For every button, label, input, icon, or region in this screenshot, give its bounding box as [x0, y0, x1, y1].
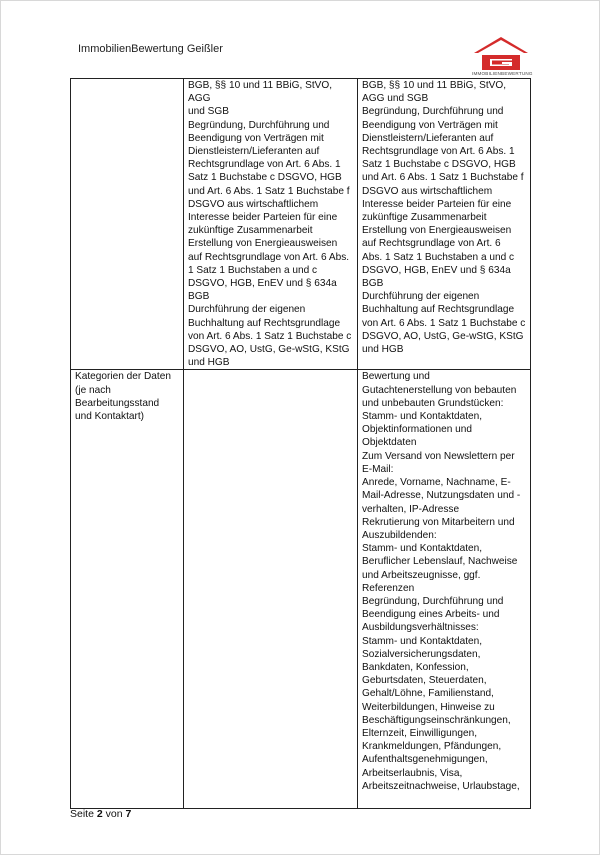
- row1-label-cell: [71, 79, 184, 370]
- cell-text-line: Bewertung und: [362, 371, 430, 383]
- cell-text-line: Auszubildenden:: [362, 529, 437, 541]
- cell-text-line: Mail-Adresse, Nutzungsdaten und -: [362, 490, 521, 502]
- cell-text-line: Buchhaltung auf Rechtsgrundlage: [362, 304, 515, 316]
- cell-text-line: Anrede, Vorname, Nachname, E-: [362, 477, 511, 489]
- header-title: ImmobilienBewertung Geißler: [78, 43, 223, 55]
- cell-text-line: Bankdaten, Konfession,: [362, 661, 469, 673]
- cell-text-line: Elternzeit, Einwilligungen,: [362, 727, 478, 739]
- cell-text-line: AGG und SGB: [362, 93, 429, 105]
- cell-text-line: Zum Versand von Newslettern per: [362, 450, 515, 462]
- house-logo-icon: [472, 36, 530, 72]
- cell-text-line: Begründung, Durchführung und: [188, 119, 330, 131]
- cell-text-line: Bearbeitungsstand: [75, 397, 160, 409]
- cell-text-line: Referenzen: [362, 582, 415, 594]
- cell-text-line: und Art. 6 Abs. 1 Satz 1 Buchstabe f: [188, 185, 350, 197]
- cell-text-line: und Kontaktart): [75, 411, 145, 423]
- cell-text-line: zukünftige Zusammenarbeit: [362, 212, 487, 224]
- cell-text-line: 1 Satz 1 Buchstaben a und c: [188, 264, 318, 276]
- cell-text-line: Erstellung von Energieausweisen: [362, 225, 512, 237]
- footer-middle: von: [102, 808, 126, 820]
- cell-text-line: Kategorien der Daten: [75, 371, 171, 383]
- cell-text-line: auf Rechtsgrundlage von Art. 6 Abs.: [188, 251, 350, 263]
- table-row: [71, 370, 531, 809]
- cell-text-line: und SGB: [188, 106, 229, 118]
- cell-text-line: und unbebauten Grundstücken:: [362, 397, 504, 409]
- cell-text-line: auf Rechtsgrundlage von Art. 6: [362, 238, 501, 250]
- cell-text-line: Gehalt/Löhne, Familienstand,: [362, 688, 494, 700]
- cell-text-line: Geburtsdaten, Steuerdaten,: [362, 675, 487, 687]
- row2-col2-cell: [184, 370, 358, 809]
- cell-text-line: von Art. 6 Abs. 1 Satz 1 Buchstabe c: [188, 330, 352, 342]
- cell-text-line: DSGVO, HGB, EnEV und § 634a BGB: [362, 264, 514, 290]
- cell-text-line: (je nach: [75, 384, 111, 396]
- cell-text-line: Rechtsgrundlage von Art. 6 Abs. 1: [362, 146, 515, 158]
- page-footer: [70, 808, 131, 820]
- cell-text-line: und HGB: [362, 344, 404, 356]
- table-row: [71, 79, 531, 370]
- cell-text-line: E-Mail:: [362, 463, 394, 475]
- cell-text-line: Stamm- und Kontaktdaten,: [362, 635, 483, 647]
- cell-text-line: Rekrutierung von Mitarbeitern und: [362, 516, 515, 528]
- cell-text-line: Erstellung von Energieausweisen: [188, 238, 338, 250]
- footer-prefix: Seite: [70, 808, 97, 820]
- cell-text-line: Ausbildungsverhältnisses:: [362, 622, 479, 634]
- cell-text-line: Beruflicher Lebenslauf, Nachweise: [362, 556, 518, 568]
- cell-text-line: Aufenthaltsgenehmigungen,: [362, 754, 488, 766]
- cell-text-line: Arbeitserlaubnis, Visa,: [362, 767, 463, 779]
- logo-text: IMMOBILIENBEWERTUNG: [472, 71, 533, 76]
- cell-text-line: DSGVO, AO, UstG, Ge-wStG, KStG: [188, 344, 350, 356]
- row1-col3-cell: [358, 79, 531, 370]
- cell-text-line: Satz 1 Buchstabe c DSGVO, HGB: [188, 172, 342, 184]
- cell-text-line: Interesse beider Parteien für eine: [362, 198, 512, 210]
- company-logo: [472, 36, 533, 80]
- cell-text-line: Weiterbildungen, Hinweise zu: [362, 701, 495, 713]
- cell-text-line: Dienstleistern/Lieferanten auf: [188, 146, 320, 158]
- cell-text-line: Satz 1 Buchstabe c DSGVO, HGB: [362, 159, 516, 171]
- cell-text-line: Beendigung eines Arbeits- und: [362, 609, 500, 621]
- cell-text-line: zukünftige Zusammenarbeit: [188, 225, 313, 237]
- cell-text-line: Rechtsgrundlage von Art. 6 Abs. 1: [188, 159, 341, 171]
- row2-col3-cell: [358, 370, 531, 809]
- cell-text-line: Interesse beider Parteien für eine: [188, 212, 338, 224]
- cell-text-line: Begründung, Durchführung und: [362, 595, 504, 607]
- cell-text-line: DSGVO, AO, UstG, Ge-wStG, KStG: [362, 330, 524, 342]
- row1-col2-cell: [184, 79, 358, 370]
- row2-label-cell: [71, 370, 184, 809]
- cell-text-line: und Art. 6 Abs. 1 Satz 1 Buchstabe f: [362, 172, 524, 184]
- cell-text-line: und Arbeitszeugnisse, ggf.: [362, 569, 481, 581]
- cell-text-line: Stamm- und Kontaktdaten,: [362, 411, 483, 423]
- cell-text-line: Dienstleistern/Lieferanten auf: [362, 132, 494, 144]
- cell-text-line: Gutachtenerstellung von bebauten: [362, 384, 517, 396]
- cell-text-line: Durchführung der eigenen: [362, 291, 480, 303]
- cell-text-line: DSGVO aus wirtschaftlichem: [362, 185, 493, 197]
- cell-text-line: Begründung, Durchführung und: [362, 106, 504, 118]
- cell-text-line: BGB, §§ 10 und 11 BBiG, StVO, AGG: [188, 80, 335, 105]
- cell-text-line: Beendigung von Verträgen mit: [188, 132, 324, 144]
- cell-text-line: Stamm- und Kontaktdaten,: [362, 543, 483, 555]
- footer-page-number: 2: [96, 808, 103, 820]
- cell-text-line: DSGVO aus wirtschaftlichem: [188, 198, 319, 210]
- cell-text-line: von Art. 6 Abs. 1 Satz 1 Buchstabe c: [362, 317, 526, 329]
- cell-text-line: Objektdaten: [362, 437, 417, 449]
- cell-text-line: Abs. 1 Satz 1 Buchstaben a und c: [362, 251, 515, 263]
- cell-text-line: Durchführung der eigenen: [188, 304, 306, 316]
- data-table: [70, 78, 531, 809]
- cell-text-line: Buchhaltung auf Rechtsgrundlage: [188, 317, 341, 329]
- cell-text-line: Arbeitszeitnachweise, Urlaubstage,: [362, 780, 520, 792]
- footer-page-total: 7: [125, 808, 132, 820]
- cell-text-line: verhalten, IP-Adresse: [362, 503, 460, 515]
- cell-text-line: Sozialversicherungsdaten,: [362, 648, 481, 660]
- cell-text-line: Krankmeldungen, Pfändungen,: [362, 741, 502, 753]
- cell-text-line: Beschäftigungseinschränkungen,: [362, 714, 511, 726]
- cell-text-line: Beendigung von Verträgen mit: [362, 119, 498, 131]
- cell-text-line: und HGB: [188, 357, 230, 369]
- cell-text-line: BGB, §§ 10 und 11 BBiG, StVO,: [362, 80, 507, 91]
- cell-text-line: Objektinformationen und: [362, 424, 472, 436]
- cell-text-line: DSGVO, HGB, EnEV und § 634a BGB: [188, 278, 340, 303]
